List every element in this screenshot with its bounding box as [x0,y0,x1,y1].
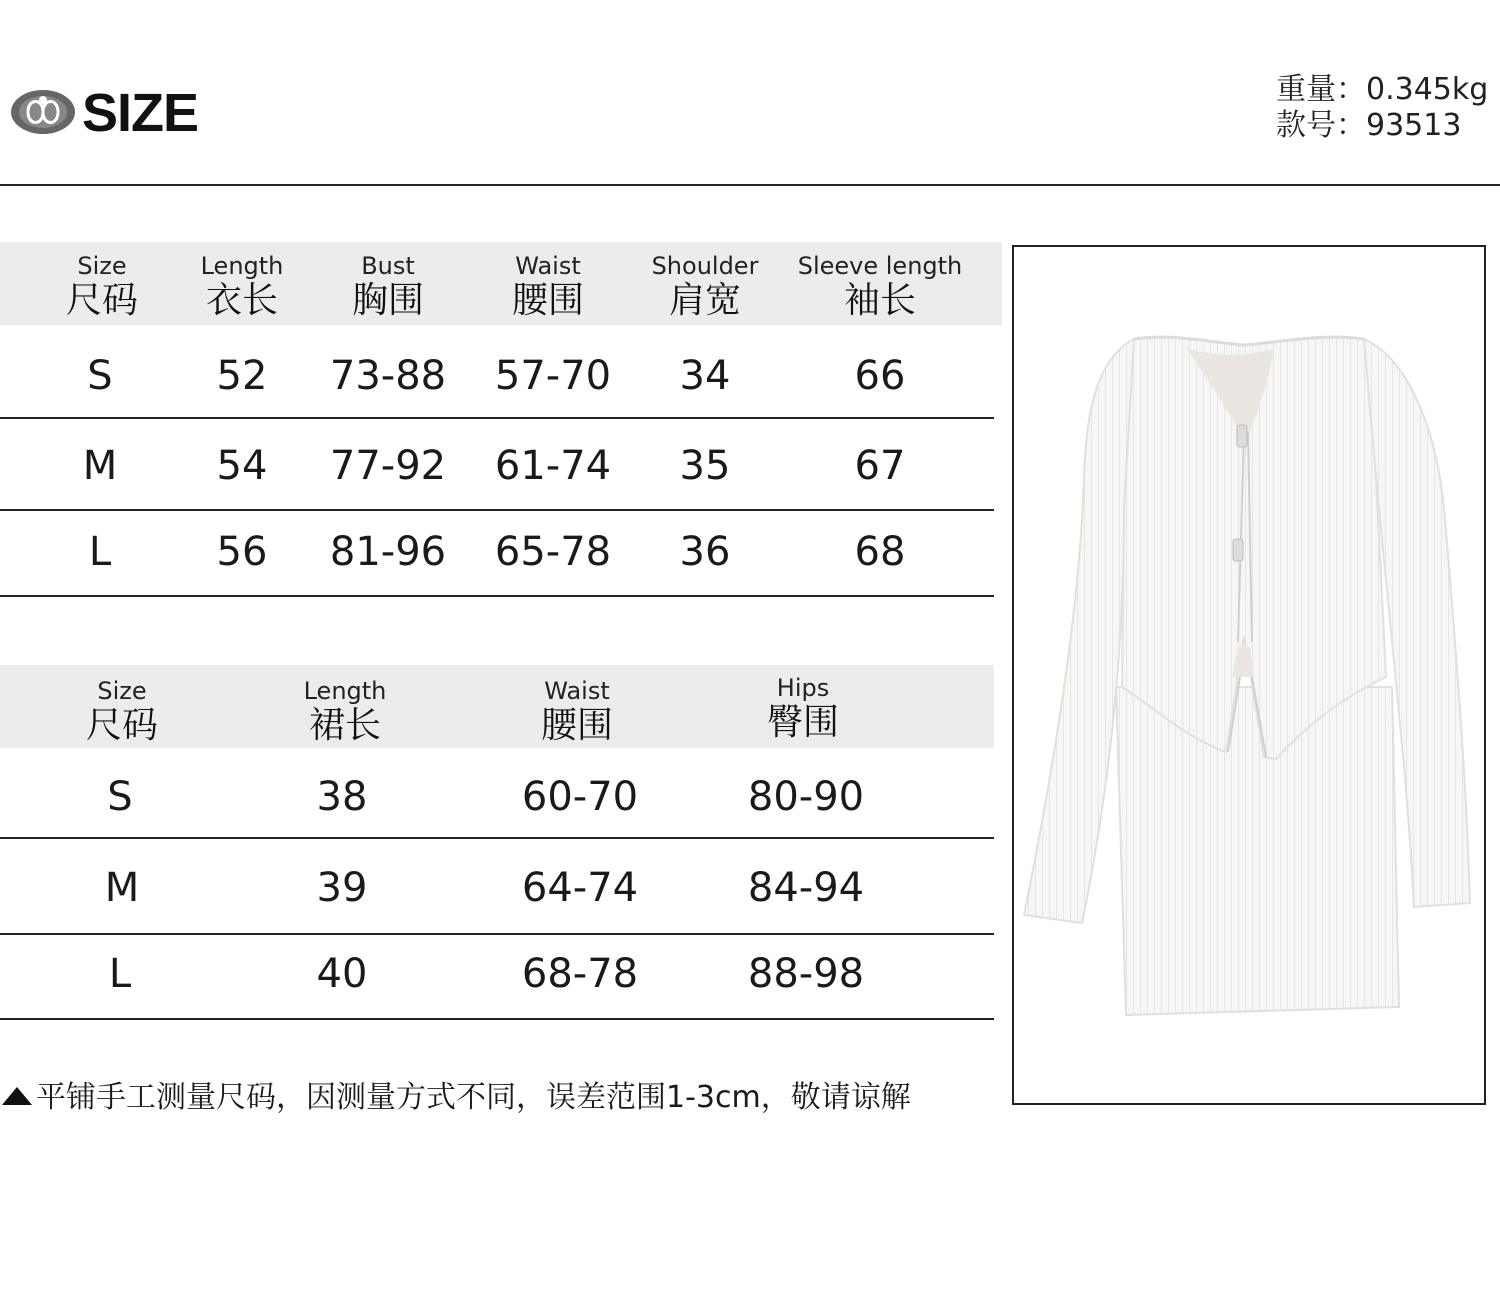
table-cell: 84-94 [747,865,865,911]
table-cell: S [87,353,113,399]
table-cell: L [108,951,132,997]
table-cell: 81-96 [329,529,447,575]
table-cell: 36 [679,529,731,575]
outfit-illustration [1014,247,1484,1103]
table-cell: 35 [679,443,731,489]
style-number-text: 款号：93513 [1276,108,1462,143]
table-cell: S [107,774,133,820]
table-cell: 54 [216,443,268,489]
header-divider [0,184,1500,186]
table-cell: 73-88 [329,353,447,399]
triangle-up-icon [2,1087,32,1105]
table-cell: 56 [216,529,268,575]
table-cell: 34 [679,353,731,399]
table-cell: 52 [216,353,268,399]
product-photo [1012,245,1486,1105]
measurement-note [2,1078,911,1118]
table-cell: 60-70 [521,774,639,820]
header-length: Length 衣长 [200,252,284,321]
table-cell: 68 [854,529,906,575]
header-size: Size 尺码 [85,677,159,746]
product-meta [1276,72,1488,144]
page-title: SIZE [82,83,199,143]
table-cell: 39 [316,865,368,911]
header-waist: Waist 腰围 [511,252,585,321]
header-hips: Hips 臀围 [766,674,840,743]
table-cell: 67 [854,443,906,489]
table-cell: 77-92 [329,443,447,489]
table-cell: 80-90 [747,774,865,820]
table-cell: 64-74 [521,865,639,911]
table-cell: M [104,865,140,911]
table-cell: 88-98 [747,951,865,997]
table-cell: L [88,529,112,575]
weight-text: 重量：0.345kg [1276,72,1489,107]
table-cell: 61-74 [494,443,612,489]
header-bust: Bust 胸围 [351,252,425,321]
header-waist: Waist 腰围 [540,677,614,746]
brand-logo-icon [8,86,78,138]
table-cell: 57-70 [494,353,612,399]
header-length: Length 裙长 [303,677,387,746]
table-cell: 38 [316,774,368,820]
table-cell: 66 [854,353,906,399]
header-sleeve-length: Sleeve length 袖长 [797,252,963,321]
table-cell: 68-78 [521,951,639,997]
table-cell: M [82,443,118,489]
header-size: Size 尺码 [65,252,139,321]
measurement-note-text: 平铺手工测量尺码，因测量方式不同，误差范围1-3cm，敬请谅解 [36,1080,911,1115]
table-cell: 40 [316,951,368,997]
table-cell: 65-78 [494,529,612,575]
header-shoulder: Shoulder 肩宽 [651,252,759,321]
